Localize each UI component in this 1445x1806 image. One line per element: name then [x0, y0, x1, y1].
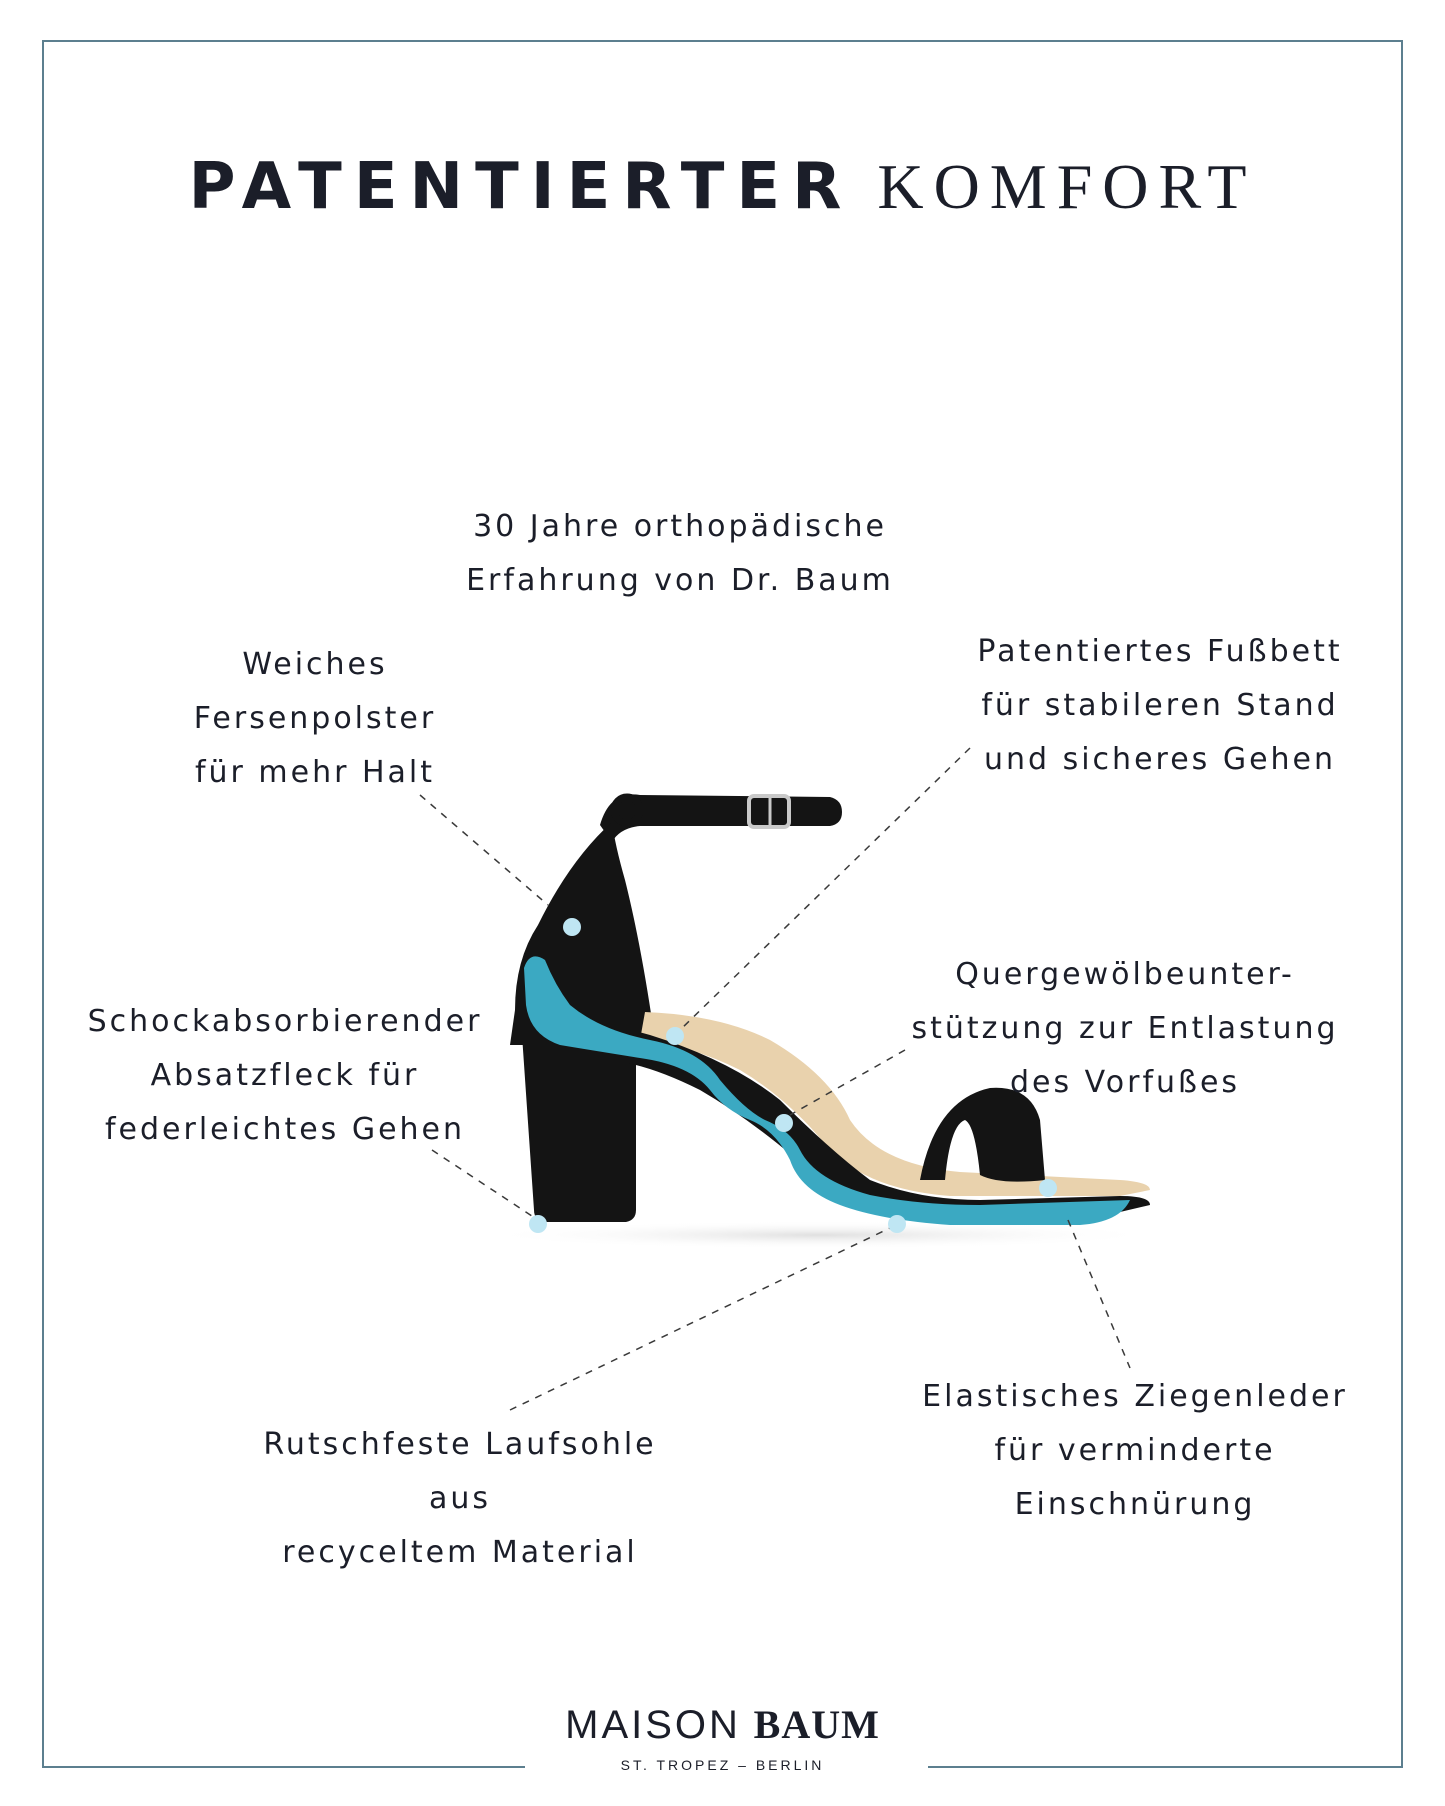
shoe-shadow — [480, 1221, 1160, 1249]
brand-logo — [0, 1702, 1445, 1773]
feature-dot-icon — [1039, 1179, 1057, 1197]
label-heel-pad: Weiches Fersenpolster für mehr Halt — [193, 647, 437, 790]
label-leather: Elastisches Ziegenleder für verminderte Einschnürung — [922, 1379, 1348, 1522]
feature-dot-icon — [666, 1027, 684, 1045]
label-heel-cap: Schockabsorbierender Absatzfleck für federleichtes Gehen — [87, 1004, 483, 1147]
brand-tagline: ST. TROPEZ – BERLIN — [620, 1757, 825, 1773]
block-heel — [522, 1035, 636, 1222]
label-arch-support: Quergewölbeunter- stützung zur Entlastung des Vorfußes — [911, 957, 1339, 1100]
brand-name: MAISON BAUM — [565, 1702, 880, 1747]
feature-dot-icon — [563, 918, 581, 936]
feature-dot-icon — [888, 1215, 906, 1233]
label-footbed: Patentiertes Fußbett für stabileren Stand und sicheres Gehen — [977, 634, 1343, 777]
title-bold: PATENTIERTER — [188, 150, 854, 224]
feature-dot-icon — [775, 1114, 793, 1132]
leader-heel-cap — [432, 1150, 535, 1218]
leader-heel-pad — [420, 795, 548, 905]
label-outsole: Rutschfeste Laufsohle aus recyceltem Material — [263, 1427, 657, 1570]
label-experience: 30 Jahre orthopädische Erfahrung von Dr. Baum — [466, 509, 894, 598]
leader-outsole — [510, 1228, 890, 1410]
feature-dot-icon — [529, 1215, 547, 1233]
title-light: KOMFORT — [877, 151, 1257, 222]
